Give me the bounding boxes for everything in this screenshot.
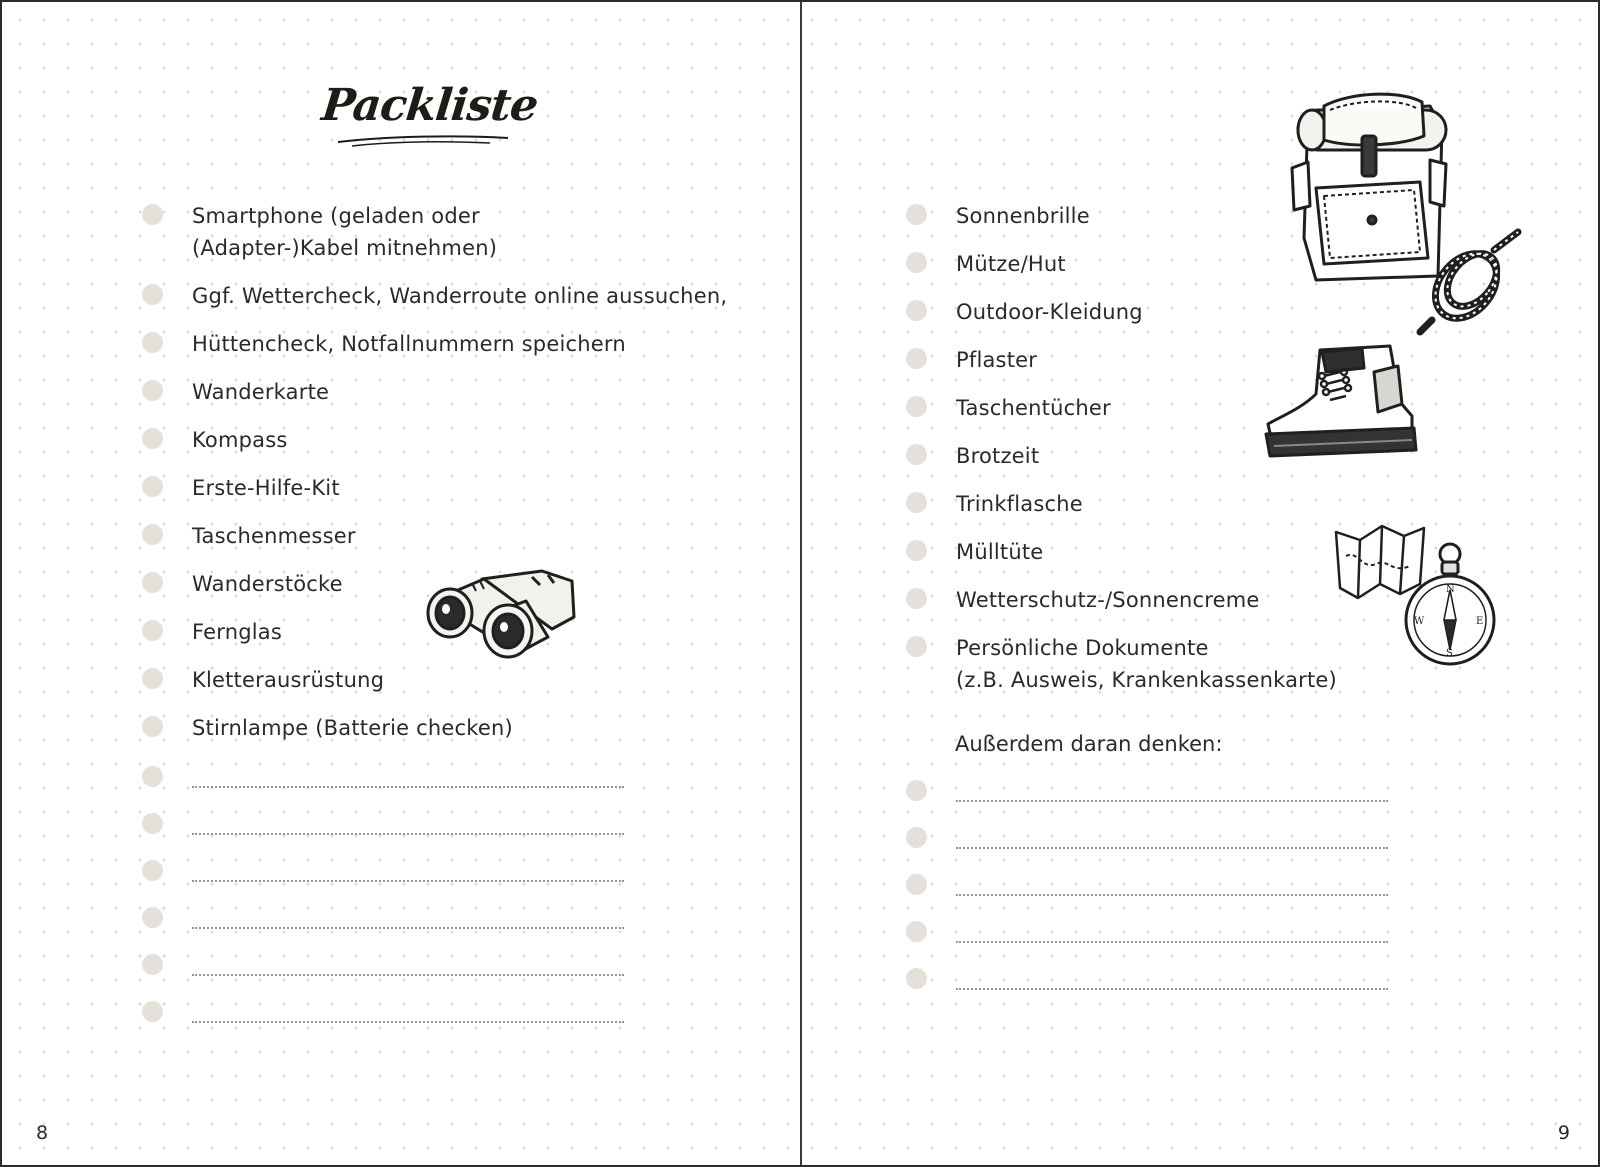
checkbox-bullet[interactable] [906,968,927,989]
checkbox-bullet[interactable] [906,348,927,369]
checkbox-bullet[interactable] [142,476,163,497]
checklist-item-text: Persönliche Dokumente (z.B. Ausweis, Krankenkassenkarte) [956,636,1337,692]
checkbox-bullet[interactable] [142,716,163,737]
checklist-item [906,248,1066,280]
checklist-item [142,616,282,648]
checklist-item [906,440,1039,472]
checklist-item-text: Fernglas [192,620,282,644]
checklist-item [142,472,340,504]
checklist-item-text: Trinkflasche [956,492,1083,516]
checklist-item [906,632,1337,696]
checklist-item [906,296,1143,328]
blank-checklist-item [142,903,624,929]
checkbox-bullet[interactable] [906,444,927,465]
page-number-left: 8 [36,1122,49,1144]
checklist-item [142,424,288,456]
checkbox-bullet[interactable] [142,860,163,881]
checklist-item-text: Taschenmesser [192,524,356,548]
checklist-item-text: Kletterausrüstung [192,668,385,692]
checklist-item [906,584,1260,616]
checkbox-bullet[interactable] [906,780,927,801]
checkbox-bullet[interactable] [142,668,163,689]
blank-checklist-item [142,809,624,835]
page-title-block [318,80,540,160]
left-page [2,2,800,1165]
blank-checklist-item [142,856,624,882]
blank-write-line[interactable] [192,762,624,788]
hiking-boot-illustration [1262,342,1422,462]
checklist-item [142,664,384,696]
checklist-item-text: Kompass [192,428,288,452]
checklist-item [142,520,356,552]
checklist-item-text: Erste-Hilfe-Kit [192,476,340,500]
checkbox-bullet[interactable] [142,813,163,834]
checkbox-bullet[interactable] [906,921,927,942]
blank-checklist-item [906,964,1388,990]
checklist-item [142,376,329,408]
blank-write-line[interactable] [192,856,624,882]
checklist-item [906,200,1090,232]
checkbox-bullet[interactable] [142,284,163,305]
right-page [802,2,1600,1165]
checkbox-bullet[interactable] [142,572,163,593]
blank-write-line[interactable] [956,776,1388,802]
blank-checklist-item [142,950,624,976]
checkbox-bullet[interactable] [142,1001,163,1022]
checkbox-bullet[interactable] [142,524,163,545]
svg-text:S: S [1446,648,1453,659]
blank-checklist-item [906,917,1388,943]
checkbox-bullet[interactable] [906,636,927,657]
checklist-item-text: Wanderstöcke [192,572,343,596]
checklist-item [142,568,343,600]
checklist-item [906,536,1043,568]
checklist-item [906,488,1083,520]
blank-write-line[interactable] [956,870,1388,896]
checklist-item-text: Hüttencheck, Notfallnummern speichern [192,332,626,356]
checklist-item-text: Mütze/Hut [956,252,1066,276]
checklist-item-text: Ggf. Wettercheck, Wanderroute online aussuchen, [192,284,728,308]
checklist-item-text: Brotzeit [956,444,1040,468]
checklist-item-text: Wanderkarte [192,380,330,404]
rope-illustration [1414,220,1532,338]
checklist-item [142,328,626,360]
checkbox-bullet[interactable] [142,204,163,225]
checklist-item-text: Smartphone (geladen oder (Adapter-)Kabel mitnehmen) [192,204,498,260]
checkbox-bullet[interactable] [906,300,927,321]
checkbox-bullet[interactable] [906,396,927,417]
blank-checklist-item [142,762,624,788]
svg-text:W: W [1414,616,1425,627]
checklist-item-text: Pflaster [956,348,1038,372]
blank-checklist-item [906,776,1388,802]
svg-text:E: E [1476,616,1484,627]
checklist-item [142,200,497,264]
checkbox-bullet[interactable] [142,380,163,401]
checkbox-bullet[interactable] [906,252,927,273]
checkbox-bullet[interactable] [142,766,163,787]
checklist-item-text: Taschentücher [956,396,1111,420]
page-title: Packliste [319,80,540,131]
compass-illustration [1402,540,1498,668]
checklist-item-text: Mülltüte [956,540,1044,564]
binoculars-illustration [422,567,584,669]
checklist-item-text: Wetterschutz-/Sonnencreme [956,588,1260,612]
checklist-item-text: Sonnenbrille [956,204,1090,228]
checkbox-bullet[interactable] [906,540,927,561]
page-number-right: 9 [1557,1122,1570,1144]
blank-write-line[interactable] [956,964,1388,990]
blank-write-line[interactable] [956,917,1388,943]
blank-checklist-item [906,823,1388,849]
checkbox-bullet[interactable] [142,620,163,641]
checklist-item [906,344,1037,376]
checklist-item [906,392,1111,424]
blank-checklist-item [142,997,624,1023]
checkbox-bullet[interactable] [142,332,163,353]
blank-write-line[interactable] [956,823,1388,849]
blank-write-line[interactable] [192,997,624,1023]
blank-checklist-item [906,870,1388,896]
note-heading: Außerdem daran denken: [955,732,1223,756]
checklist-item [142,712,513,744]
checkbox-bullet[interactable] [142,428,163,449]
checkbox-bullet[interactable] [906,492,927,513]
checkbox-bullet[interactable] [142,907,163,928]
title-underline-swash [318,132,518,152]
checklist-item-text: Stirnlampe (Batterie checken) [192,716,513,740]
checkbox-bullet[interactable] [906,874,927,895]
blank-write-line[interactable] [192,950,624,976]
checkbox-bullet[interactable] [906,588,927,609]
blank-write-line[interactable] [192,903,624,929]
checkbox-bullet[interactable] [906,204,927,225]
svg-text:N: N [1446,584,1455,595]
checkbox-bullet[interactable] [142,954,163,975]
blank-write-line[interactable] [192,809,624,835]
checkbox-bullet[interactable] [906,827,927,848]
checklist-item-text: Outdoor-Kleidung [956,300,1143,324]
checklist-item [142,280,727,312]
